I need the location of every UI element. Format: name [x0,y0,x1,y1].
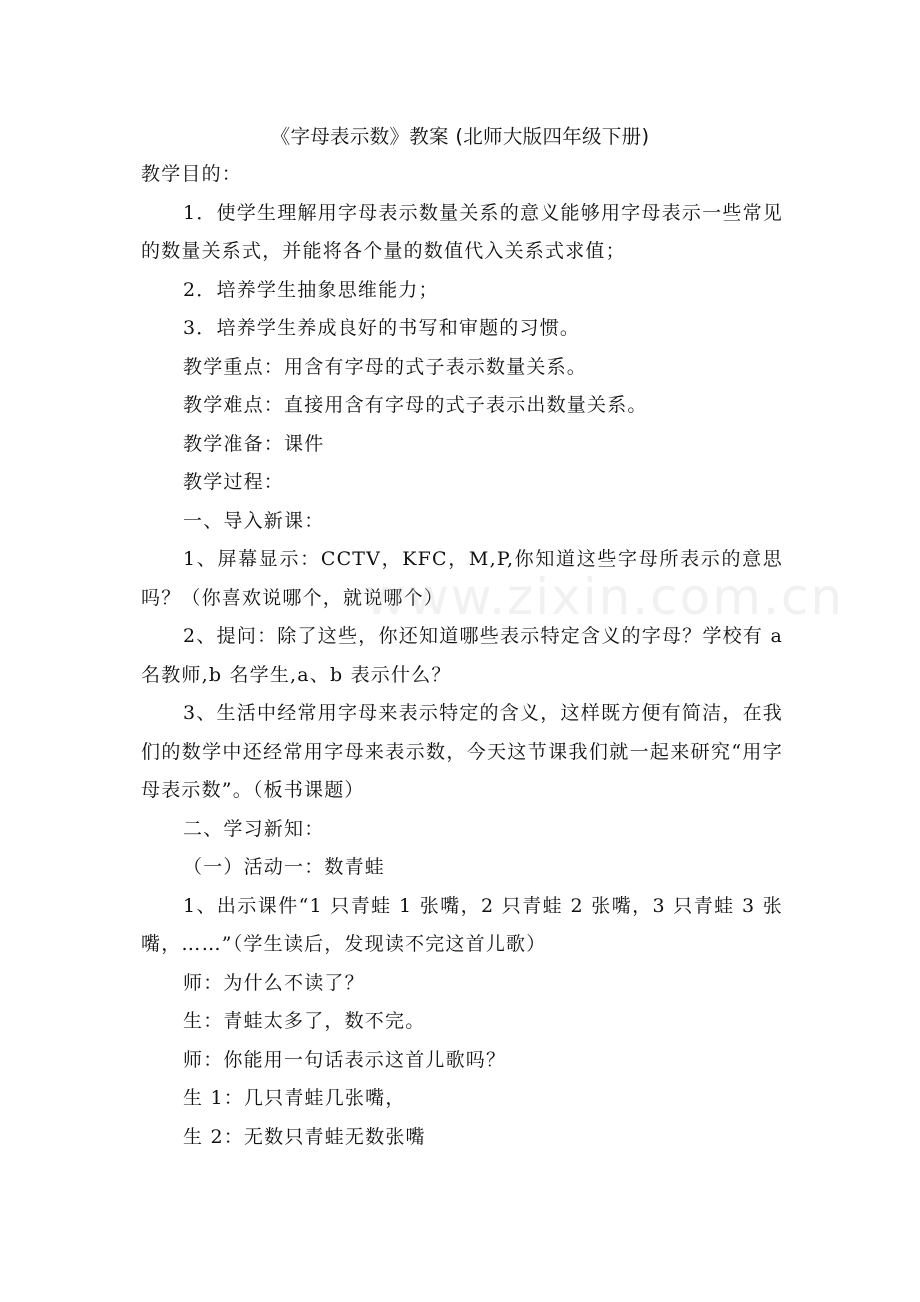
paragraph-teaching-goals-heading: 教学目的： [141,163,243,185]
paragraph-dialogue-student-1: 生：青蛙太多了，数不完。 [183,1010,426,1032]
paragraph-process-heading: 教学过程： [183,471,285,493]
paragraph-intro-3: 3、生活中经常用字母来表示特定的含义，这样既方便有简洁，在我们的数学中还经常用字母来表示数，今天这节课我们就一起来研究“用字母表示数”。（板书课题） [141,702,783,801]
paragraph-goal-1: 1．使学生理解用字母表示数量关系的意义能够用字母表示一些常见的数量关系式，并能将各个量的数值代入关系式求值； [141,201,783,262]
paragraph-dialogue-teacher-1: 师：为什么不读了？ [183,971,365,994]
paragraph-activity-1-heading: （一）活动一：数青蛙 [183,856,386,878]
paragraph-dialogue-student-2: 生 1：几只青蛙几张嘴， [183,1087,406,1109]
paragraph-section-1-heading: 一、导入新课： [183,509,325,532]
document-title: 《字母表示数》教案 (北师大版四年级下册) [270,125,650,148]
paragraph-goal-2: 2．培养学生抽象思维能力； [183,278,439,301]
paragraph-goal-3: 3．培养学生养成良好的书写和审题的习惯。 [183,317,581,339]
paragraph-preparation: 教学准备：课件 [183,432,325,455]
document-body [141,155,783,1156]
paragraph-difficult-points: 教学难点：直接用含有字母的式子表示出数量关系。 [183,394,648,416]
paragraph-section-2-heading: 二、学习新知： [183,817,325,840]
paragraph-dialogue-student-3: 生 2：无数只青蛙无数张嘴 [183,1125,426,1148]
paragraph-intro-1: 1、屏幕显示：CCTV，KFC，M,P,你知道这些字母所表示的意思吗？（你喜欢说哪个，就说哪个） [141,548,783,609]
paragraph-activity-1-step-1: 1、出示课件“1 只青蛙 1 张嘴，2 只青蛙 2 张嘴，3 只青蛙 3 张嘴，……”（学生读后，发现读不完这首儿歌） [141,894,783,955]
paragraph-key-points: 教学重点：用含有字母的式子表示数量关系。 [183,355,588,378]
paragraph-dialogue-teacher-2: 师：你能用一句话表示这首儿歌吗？ [183,1048,507,1071]
watermark: www.zixin.com.cn [365,568,845,626]
paragraph-intro-2: 2、提问：除了这些，你还知道哪些表示特定含义的字母？学校有 a 名教师,b 名学生,a、b 表示什么？ [141,625,783,686]
